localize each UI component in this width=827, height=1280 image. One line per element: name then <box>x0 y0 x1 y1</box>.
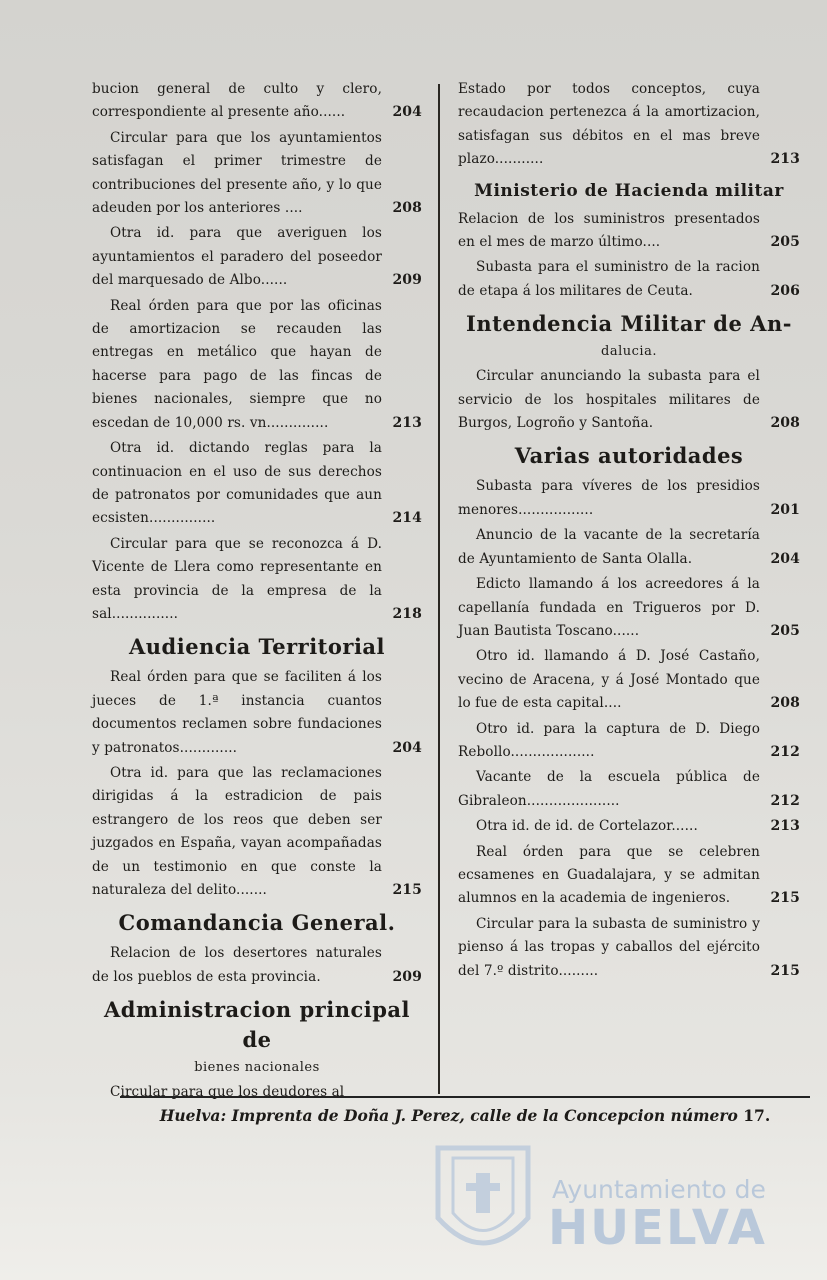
index-entry <box>458 573 800 643</box>
index-entry <box>92 533 422 627</box>
entry-text: Real órden para que por las oficinas de amortizacion se recauden las entregas en metálico que hayan de hacerse para pago de las fincas de bienes nacionales, siempre que no escedan de 10,000 rs. vn.............. <box>92 297 382 431</box>
entry-page-number: 205 <box>770 622 800 639</box>
entry-text: Real órden para que se faciliten á los jueces de 1.ª instancia cuantos documentos reclamen sobre fundaciones y patronatos............. <box>92 669 382 756</box>
entry-page-number: 205 <box>770 234 800 251</box>
index-entry <box>458 766 800 813</box>
entry-page-number: 215 <box>770 962 800 979</box>
entry-page-number: 208 <box>770 695 800 712</box>
entry-text: Otra id. para que las reclamaciones dirigidas á la estradicion de pais estrangero de los reos que deben ser juzgados en España, vayan acompañadas de un testimonio en que conste la naturaleza del delito....... <box>92 764 382 898</box>
index-entry <box>458 524 800 571</box>
entry-page-number: 208 <box>770 415 800 432</box>
index-entry <box>92 295 422 435</box>
entry-page-number: 209 <box>392 272 422 289</box>
entry-text: Estado por todos conceptos, cuya recaudacion pertenezca á la amortizacion, satisfagan sus débitos en el mas breve plazo........... <box>458 81 760 168</box>
section-heading: Comandancia General. <box>118 910 396 936</box>
right-column <box>458 78 800 985</box>
section-heading: Audiencia Territorial <box>128 634 386 660</box>
entry-page-number: 201 <box>770 501 800 518</box>
entry-text: Otro id. llamando á D. José Castaño, vecino de Aracena, y á José Montado que lo fue de esta capital.... <box>458 648 760 712</box>
section-heading: Intendencia Militar de An- <box>466 311 792 337</box>
entry-page-number: 214 <box>392 510 422 527</box>
index-entry <box>458 645 800 715</box>
entry-page-number: 212 <box>770 743 800 760</box>
entry-page-number: 204 <box>392 739 422 756</box>
index-entry <box>92 666 422 760</box>
index-entry <box>92 762 422 902</box>
entry-text: Circular para la subasta de suministro y pienso á las tropas y caballos del ejército del 7.º distrito......... <box>458 915 760 979</box>
column-divider <box>438 84 440 1094</box>
index-entry <box>458 475 800 522</box>
entry-page-number: 212 <box>770 792 800 809</box>
entry-text: Relacion de los suministros presentados en el mes de marzo último.... <box>458 210 760 251</box>
entry-text: Subasta para víveres de los presidios menores................. <box>458 478 760 518</box>
index-entry <box>92 222 422 292</box>
entry-text: Circular para que se reconozca á D. Vicente de Llera como representante en esta provincia de la empresa de la sal............... <box>92 535 382 622</box>
entry-text: Otra id. para que averiguen los ayuntamientos el paradero del poseedor del marquesado de Albo...... <box>92 225 382 289</box>
index-entry <box>92 942 422 989</box>
index-entry <box>92 437 422 531</box>
entry-page-number: 213 <box>770 151 800 168</box>
entry-text: bucion general de culto y clero, correspondiente al presente año...... <box>92 81 382 121</box>
left-column <box>92 78 422 1107</box>
entry-page-number: 213 <box>392 414 422 431</box>
entry-text: Circular para que los deudores al <box>110 1084 345 1101</box>
index-entry <box>458 815 800 838</box>
section-heading: Varias autoridades <box>514 443 744 469</box>
index-entry <box>458 365 800 435</box>
watermark-line2: HUELVA <box>548 1200 767 1256</box>
entry-text: Circular para que los ayuntamientos satisfagan el primer trimestre de contribuciones del presente año, y lo que adeuden por los anteriores .... <box>92 129 382 217</box>
index-entry <box>458 256 800 303</box>
entry-text: Subasta para el suministro de la racion de etapa á los militares de Ceuta. <box>458 259 760 299</box>
entry-page-number: 215 <box>770 890 800 907</box>
index-entry <box>92 78 422 125</box>
page-number: 17. <box>743 1106 771 1125</box>
entry-text: Anuncio de la vacante de la secretaría de Ayuntamiento de Santa Olalla. <box>458 527 760 567</box>
entry-text: Relacion de los desertores naturales de los pueblos de esta provincia. <box>92 945 382 985</box>
entry-page-number: 218 <box>392 605 422 622</box>
entry-page-number: 206 <box>770 282 800 299</box>
entry-text: Edicto llamando á los acreedores á la capellanía fundada en Trigueros por D. Juan Bautista Toscano...... <box>458 576 760 639</box>
index-entry <box>92 127 422 221</box>
entry-page-number: 209 <box>392 968 422 985</box>
imprint-footer <box>120 1096 810 1125</box>
index-entry <box>458 718 800 765</box>
entry-text: Circular anunciando la subasta para el servicio de los hospitales militares de Burgos, Logroño y Santoña. <box>458 368 760 432</box>
section-heading: Ministerio de Hacienda militar <box>474 180 784 201</box>
imprint-text: Huelva: Imprenta de Doña J. Perez, calle de la Concepcion número <box>159 1106 738 1125</box>
index-entry <box>458 841 800 911</box>
index-entry <box>458 913 800 983</box>
entry-page-number: 213 <box>770 818 800 835</box>
entry-text: Otra id. de id. de Cortelazor...... <box>476 818 698 835</box>
entry-page-number: 215 <box>392 882 422 898</box>
entry-text: Real órden para que se celebren ecsamenes en Guadalajara, y se admitan alumnos en la academia de ingenieros. <box>458 843 760 907</box>
index-entry <box>458 208 800 255</box>
entry-text: Otro id. para la captura de D. Diego Rebollo................... <box>458 720 760 760</box>
section-subheading: dalucia. <box>601 344 657 360</box>
watermark-line1: Ayuntamiento de <box>552 1175 766 1204</box>
section-subheading: bienes nacionales <box>194 1060 320 1076</box>
entry-page-number: 204 <box>392 104 422 121</box>
index-entry <box>458 78 800 172</box>
entry-text: Otra id. dictando reglas para la continuacion en el uso de sus derechos de patronatos por comunidades que aun ecsisten............... <box>92 440 382 527</box>
entry-text: Vacante de la escuela pública de Gibraleon..................... <box>458 769 760 809</box>
entry-page-number: 204 <box>770 550 800 567</box>
section-heading: Administracion principal de <box>104 997 410 1053</box>
entry-page-number: 208 <box>392 200 422 217</box>
